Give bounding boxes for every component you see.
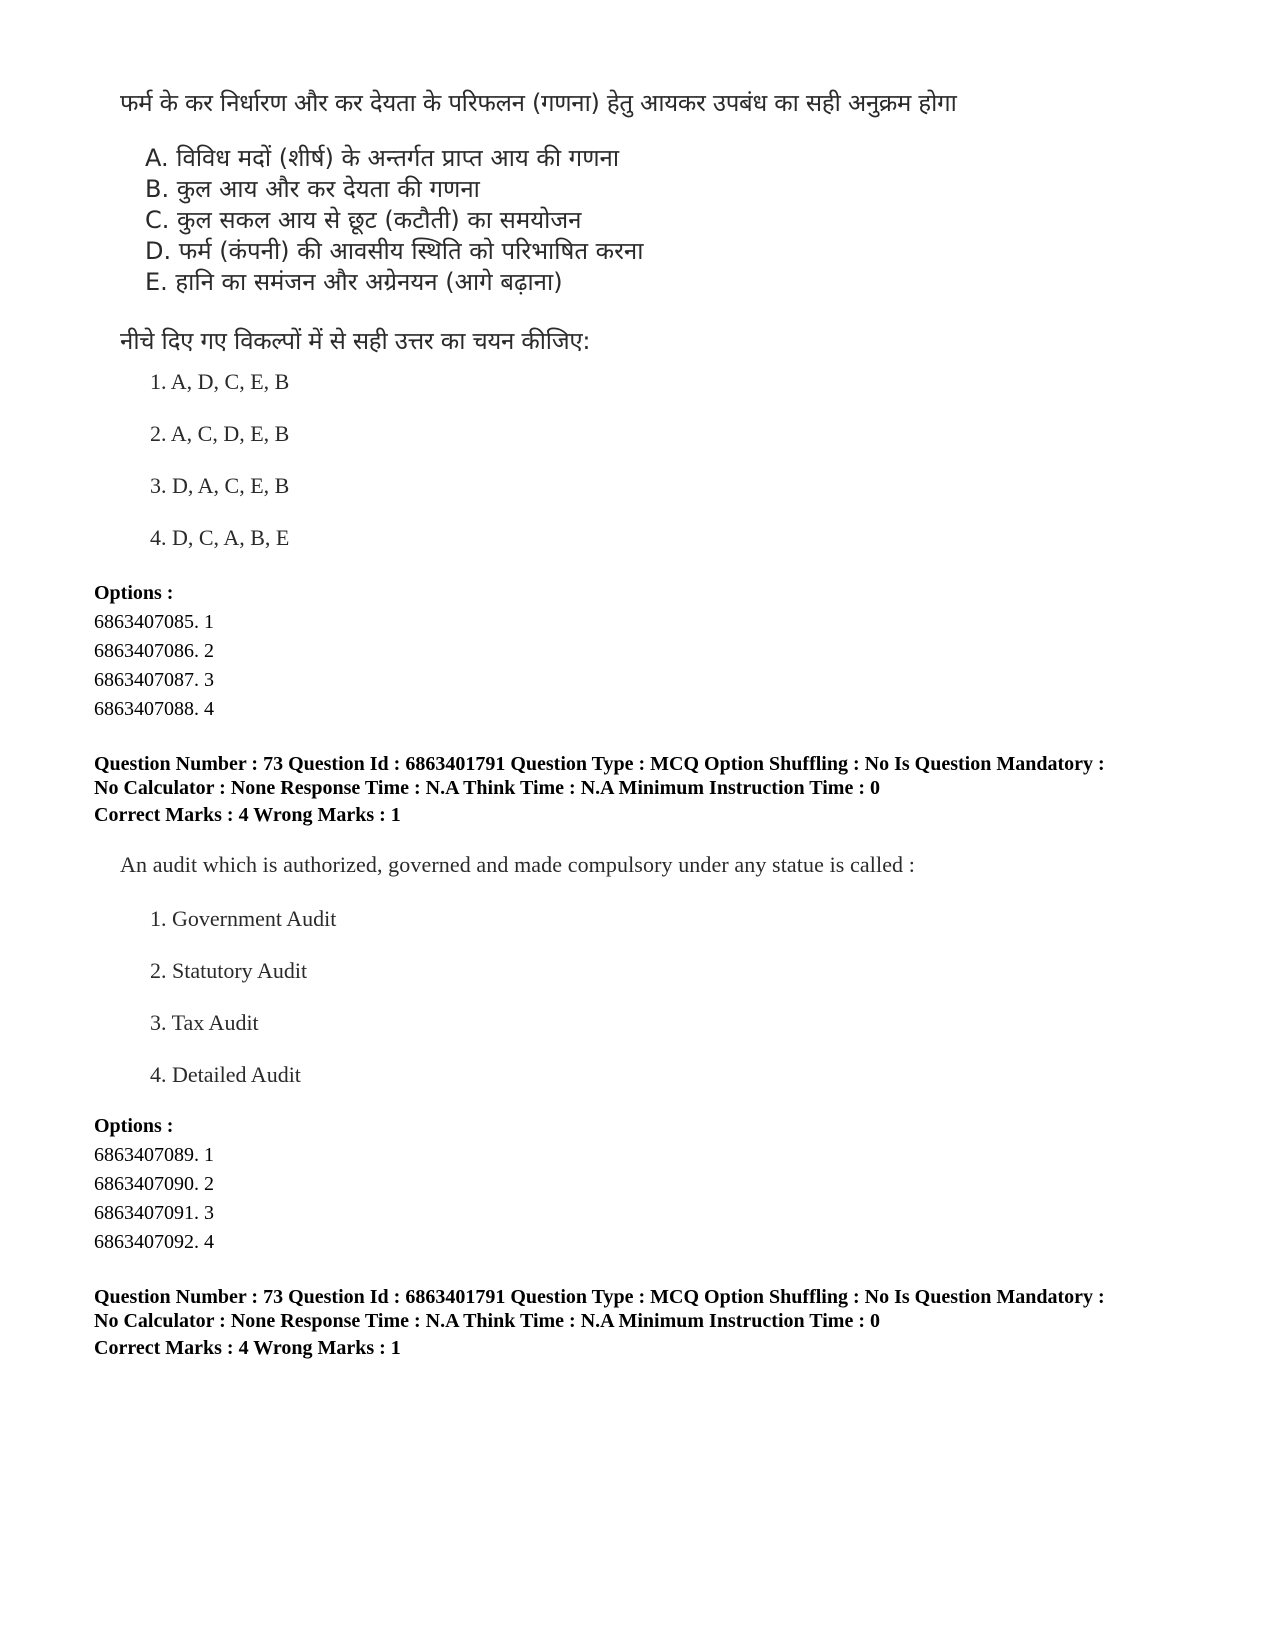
option-id-2: 6863407090. 2 xyxy=(94,1173,214,1195)
question-1-instruction: नीचे दिए गए विकल्पों में से सही उत्तर का चयन कीजिए: xyxy=(120,327,591,355)
statement-e: E. हानि का समंजन और अग्रेनयन (आगे बढ़ाना) xyxy=(145,268,563,296)
question-1-statements xyxy=(145,143,643,298)
metadata-line-2: No Calculator : None Response Time : N.A Think Time : N.A Minimum Instruction Time : 0 xyxy=(94,777,880,799)
option-id-4: 6863407088. 4 xyxy=(94,698,214,720)
question-2-choice-4: 4. Detailed Audit xyxy=(150,1062,301,1087)
question-1-choice-2: 2. A, C, D, E, B xyxy=(150,421,290,446)
question-2-stem: An audit which is authorized, governed and made compulsory under any statue is called : xyxy=(120,852,915,877)
metadata-line-2: No Calculator : None Response Time : N.A Think Time : N.A Minimum Instruction Time : 0 xyxy=(94,1310,880,1332)
question-metadata-1 xyxy=(94,752,1224,800)
question-1-stem: फर्म के कर निर्धारण और कर देयता के परिफलन (गणना) हेतु आयकर उपबंध का सही अनुक्रम होगा xyxy=(120,89,957,117)
statement-a: A. विविध मदों (शीर्ष) के अन्तर्गत प्राप्त आय की गणना xyxy=(145,144,620,172)
option-id-1: 6863407085. 1 xyxy=(94,611,214,633)
question-2-choice-3: 3. Tax Audit xyxy=(150,1010,259,1035)
statement-b: B. कुल आय और कर देयता की गणना xyxy=(145,175,480,203)
statement-d: D. फर्म (कंपनी) की आवसीय स्थिति को परिभाषित करना xyxy=(145,237,644,265)
marks-info-2: Correct Marks : 4 Wrong Marks : 1 xyxy=(94,1337,401,1359)
option-id-4: 6863407092. 4 xyxy=(94,1231,214,1253)
options-label: Options : xyxy=(94,582,174,604)
option-id-1: 6863407089. 1 xyxy=(94,1144,214,1166)
option-id-3: 6863407091. 3 xyxy=(94,1202,214,1224)
options-label: Options : xyxy=(94,1115,174,1137)
question-2-options xyxy=(94,1112,214,1257)
metadata-line-1: Question Number : 73 Question Id : 6863401791 Question Type : MCQ Option Shuffling : No Is Question Mandatory : xyxy=(94,753,1105,775)
question-1-options xyxy=(94,579,214,724)
marks-info-1: Correct Marks : 4 Wrong Marks : 1 xyxy=(94,804,401,826)
metadata-line-1: Question Number : 73 Question Id : 6863401791 Question Type : MCQ Option Shuffling : No Is Question Mandatory : xyxy=(94,1286,1105,1308)
question-2-choice-1: 1. Government Audit xyxy=(150,906,337,931)
option-id-3: 6863407087. 3 xyxy=(94,669,214,691)
statement-c: C. कुल सकल आय से छूट (कटौती) का समयोजन xyxy=(145,206,582,234)
option-id-2: 6863407086. 2 xyxy=(94,640,214,662)
question-2-choice-2: 2. Statutory Audit xyxy=(150,958,308,983)
question-1-choice-3: 3. D, A, C, E, B xyxy=(150,473,290,498)
question-metadata-2 xyxy=(94,1285,1224,1333)
question-1-choice-1: 1. A, D, C, E, B xyxy=(150,369,290,394)
question-1-choice-4: 4. D, C, A, B, E xyxy=(150,525,290,550)
